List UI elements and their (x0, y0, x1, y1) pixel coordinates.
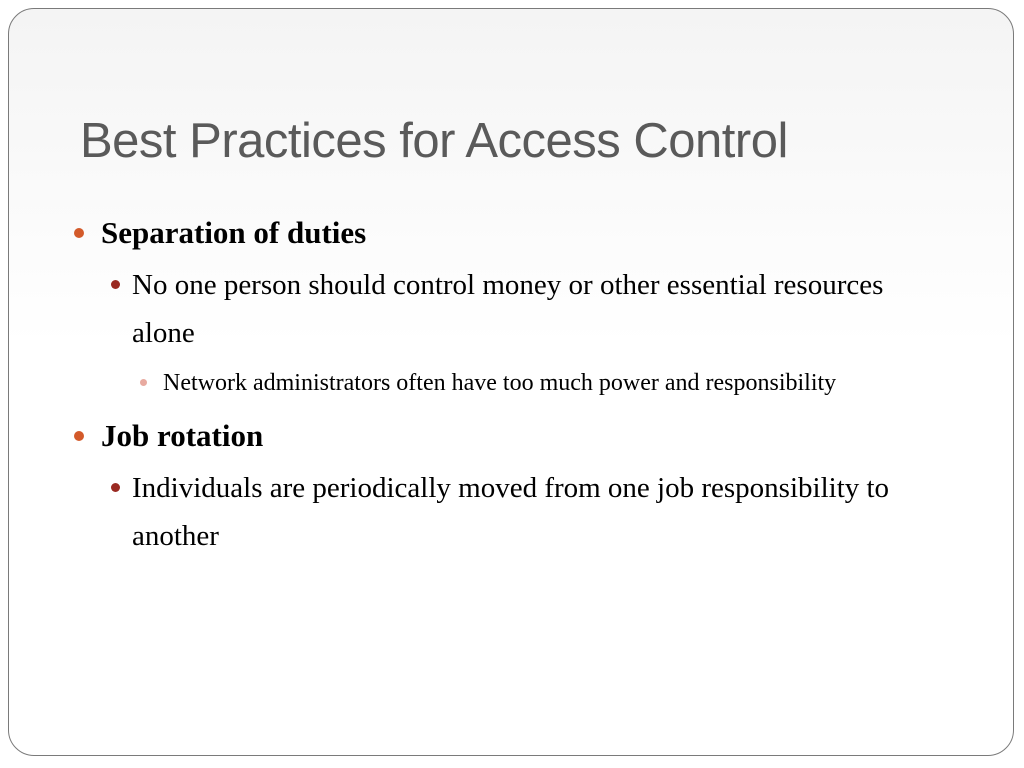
bullet-dot-icon (111, 483, 120, 492)
bullet-dot-icon (140, 379, 147, 386)
bullet-text: Individuals are periodically moved from one job responsibility to another (132, 472, 890, 552)
slide-frame (8, 8, 1014, 756)
bullet-dot-icon (74, 228, 84, 238)
bullet-text: Separation of duties (101, 215, 367, 250)
bullet-text: No one person should control money or other essential resources alone (132, 269, 884, 349)
bullet-job-rotation (71, 415, 951, 457)
bullet-separation-of-duties (71, 212, 951, 254)
bullet-text: Network administrators often have too much power and responsibility (163, 370, 837, 396)
bullet-dot-icon (74, 431, 84, 441)
sub-sub-bullet-network-admins (132, 363, 951, 403)
sub-bullet-no-one-person (101, 261, 951, 357)
sub-bullet-individuals-moved (101, 464, 951, 560)
bullet-list (71, 212, 951, 560)
bullet-text: Job rotation (101, 418, 264, 453)
slide-title: Best Practices for Access Control (80, 114, 788, 168)
bullet-dot-icon (111, 280, 120, 289)
